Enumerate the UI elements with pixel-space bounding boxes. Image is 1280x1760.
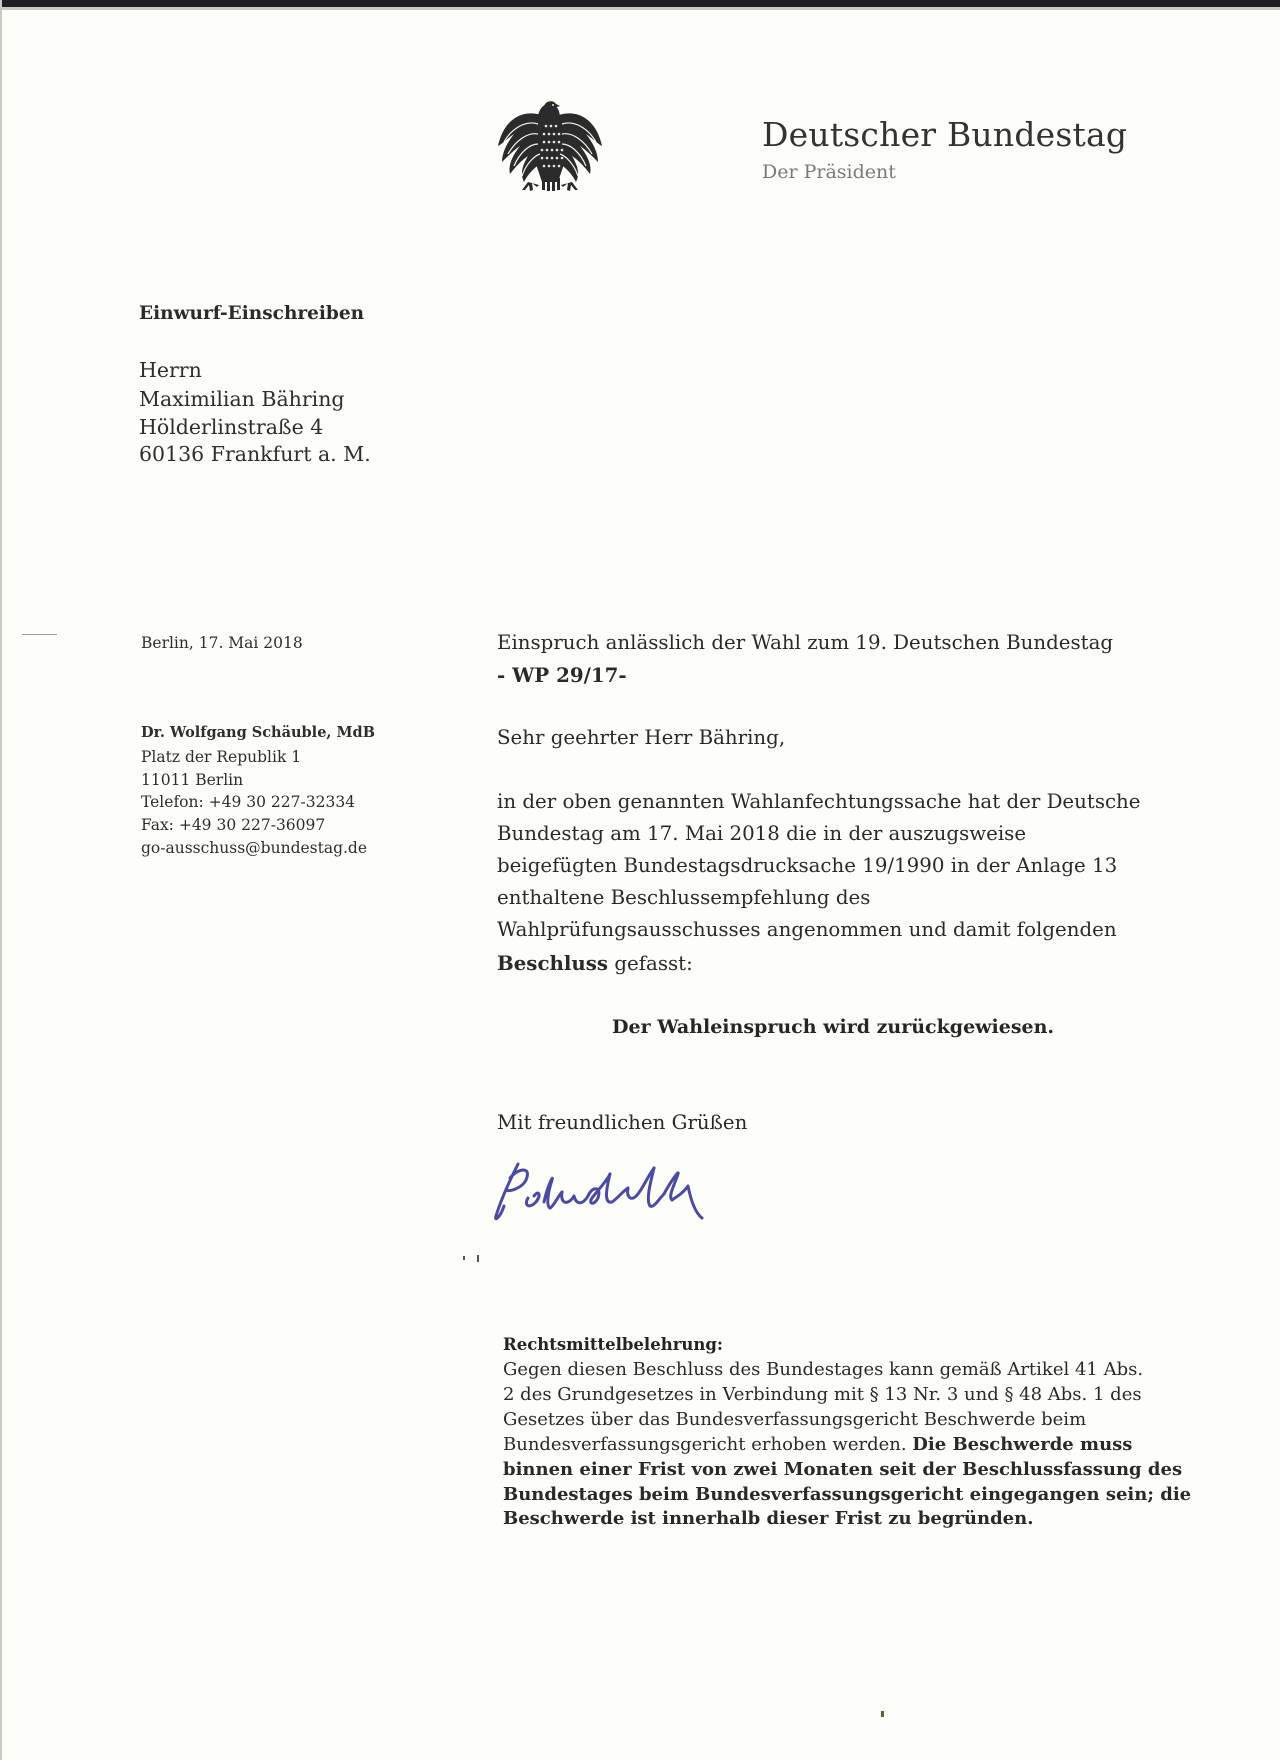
scan-top-border xyxy=(0,0,1280,7)
place-date: Berlin, 17. Mai 2018 xyxy=(141,634,303,652)
body-line: beigefügten Bundestagsdrucksache 19/1990 in der Anlage 13 xyxy=(497,854,1118,877)
delivery-type: Einwurf-Einschreiben xyxy=(139,303,365,324)
legal-line: Gesetzes über das Bundesverfassungsgericht Beschwerde beim xyxy=(503,1409,1087,1430)
sender-fax: Fax: +49 30 227-36097 xyxy=(141,816,326,834)
subject-line: Einspruch anlässlich der Wahl zum 19. Deutschen Bundestag xyxy=(497,631,1114,654)
closing: Mit freundlichen Grüßen xyxy=(497,1111,748,1134)
sender-city: 11011 Berlin xyxy=(141,771,244,789)
body-line: Wahlprüfungsausschusses angenommen und damit folgenden xyxy=(497,918,1117,941)
recipient-name: Maximilian Bähring xyxy=(139,387,345,411)
greeting: Sehr geehrter Herr Bähring, xyxy=(497,726,786,749)
body-line: in der oben genannten Wahlanfechtungssache hat der Deutsche xyxy=(497,790,1141,813)
decision-keyword: Beschluss xyxy=(497,951,609,975)
legal-line: 2 des Grundgesetzes in Verbindung mit § 13 Nr. 3 und § 48 Abs. 1 des xyxy=(503,1384,1142,1405)
sender-phone: Telefon: +49 30 227-32334 xyxy=(141,793,356,811)
body-line: Bundestag am 17. Mai 2018 die in der auszugsweise xyxy=(497,822,1027,845)
legal-line-bold: Beschwerde ist innerhalb dieser Frist zu begründen. xyxy=(503,1508,1034,1529)
body-line: enthaltene Beschlussempfehlung des xyxy=(497,886,871,909)
legal-notice-heading: Rechtsmittelbelehrung: xyxy=(503,1335,724,1354)
scan-mark xyxy=(22,634,57,635)
scan-speck xyxy=(881,1711,884,1717)
legal-line-bold: Bundestages beim Bundesverfassungsgericht eingegangen sein; die xyxy=(503,1484,1192,1505)
body-line-rest: gefasst: xyxy=(608,952,693,975)
legal-line: Gegen diesen Beschluss des Bundestages kann gemäß Artikel 41 Abs. xyxy=(503,1359,1144,1380)
legal-line-regular: Bundesverfassungsgericht erhoben werden. xyxy=(503,1434,913,1455)
decision-statement: Der Wahleinspruch wird zurückgewiesen. xyxy=(612,1016,1055,1038)
recipient-city: 60136 Frankfurt a. M. xyxy=(139,442,371,466)
reference-number: - WP 29/17- xyxy=(497,663,627,687)
letterhead-title: Deutscher Bundestag xyxy=(762,115,1128,154)
sender-email[interactable]: go-ausschuss@bundestag.de xyxy=(141,839,368,857)
letterhead-subtitle: Der Präsident xyxy=(762,161,896,183)
recipient-salutation: Herrn xyxy=(139,358,202,382)
signature xyxy=(488,1156,713,1226)
scan-top-shadow xyxy=(0,7,1280,10)
scan-left-edge xyxy=(0,0,2,1760)
legal-line-bold: binnen einer Frist von zwei Monaten seit der Beschlussfassung des xyxy=(503,1459,1183,1480)
legal-line xyxy=(503,1432,1132,1457)
federal-eagle-icon xyxy=(494,98,606,194)
sender-name: Dr. Wolfgang Schäuble, MdB xyxy=(141,724,375,741)
legal-line-bold: Die Beschwerde muss xyxy=(912,1434,1133,1455)
scan-speck xyxy=(463,1256,465,1260)
recipient-street: Hölderlinstraße 4 xyxy=(139,415,324,439)
body-line xyxy=(497,947,693,980)
sender-street: Platz der Republik 1 xyxy=(141,748,302,766)
scan-speck xyxy=(477,1255,479,1262)
